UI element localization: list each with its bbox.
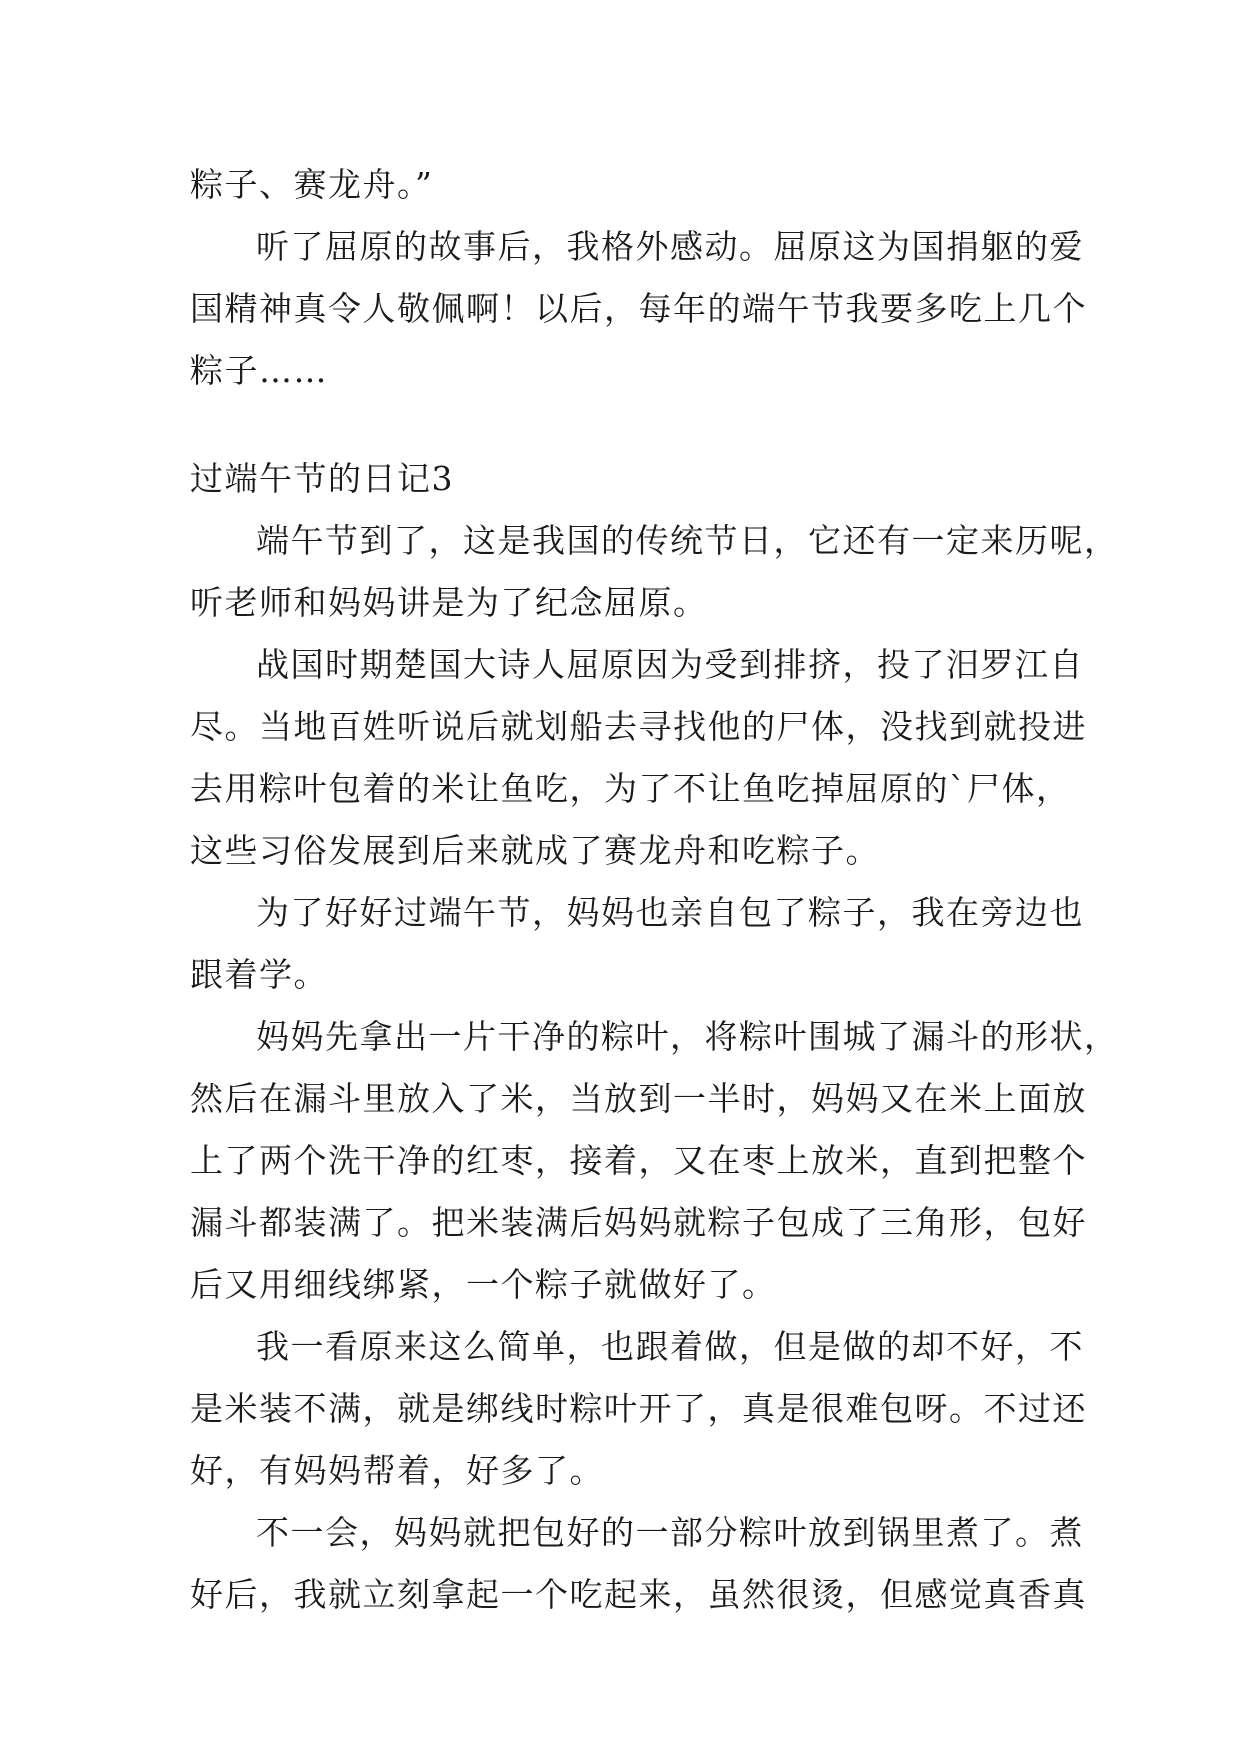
paragraph-line: 战国时期楚国大诗人屈原因为受到排挤，投了汨罗江自 — [256, 645, 1084, 684]
text-line: 然后在漏斗里放入了米，当放到一半时，妈妈又在米上面放 — [190, 1079, 1087, 1118]
text-line: 去用粽叶包着的米让鱼吃，为了不让鱼吃掉屈原的`尸体， — [190, 769, 1071, 808]
text-line: 漏斗都装满了。把米装满后妈妈就粽子包成了三角形，包好 — [190, 1203, 1087, 1242]
text-line: 粽子、赛龙舟。” — [190, 165, 434, 204]
text-line: 跟着学。 — [190, 955, 328, 994]
text-line: 国精神真令人敬佩啊！以后，每年的端午节我要多吃上几个 — [190, 289, 1087, 328]
text-line: 这些习俗发展到后来就成了赛龙舟和吃粽子。 — [190, 831, 880, 870]
text-line: 好后，我就立刻拿起一个吃起来，虽然很烫，但感觉真香真 — [190, 1575, 1087, 1614]
paragraph-line: 听了屈原的故事后，我格外感动。屈原这为国捐躯的爱 — [256, 227, 1084, 266]
text-line: 尽。当地百姓听说后就划船去寻找他的尸体，没找到就投进 — [190, 707, 1087, 746]
text-line: 上了两个洗干净的红枣，接着，又在枣上放米，直到把整个 — [190, 1141, 1087, 1180]
document-page — [190, 154, 1119, 1626]
text-line: 粽子…… — [190, 351, 328, 390]
paragraph-line: 妈妈先拿出一片干净的粽叶，将粽叶围城了漏斗的形状， — [256, 1017, 1119, 1056]
text-line: 后又用细线绑紧，一个粽子就做好了。 — [190, 1265, 777, 1304]
paragraph-line: 端午节到了，这是我国的传统节日，它还有一定来历呢， — [256, 521, 1119, 560]
paragraph-line: 不一会，妈妈就把包好的一部分粽叶放到锅里煮了。煮 — [256, 1513, 1084, 1552]
text-line: 好，有妈妈帮着，好多了。 — [190, 1451, 604, 1490]
paragraph-line: 我一看原来这么简单，也跟着做，但是做的却不好，不 — [256, 1327, 1084, 1366]
paragraph-line: 为了好好过端午节，妈妈也亲自包了粽子，我在旁边也 — [256, 893, 1084, 932]
text-line: 听老师和妈妈讲是为了纪念屈原。 — [190, 583, 708, 622]
text-line: 是米装不满，就是绑线时粽叶开了，真是很难包呀。不过还 — [190, 1389, 1087, 1428]
section-title: 过端午节的日记3 — [190, 459, 454, 498]
